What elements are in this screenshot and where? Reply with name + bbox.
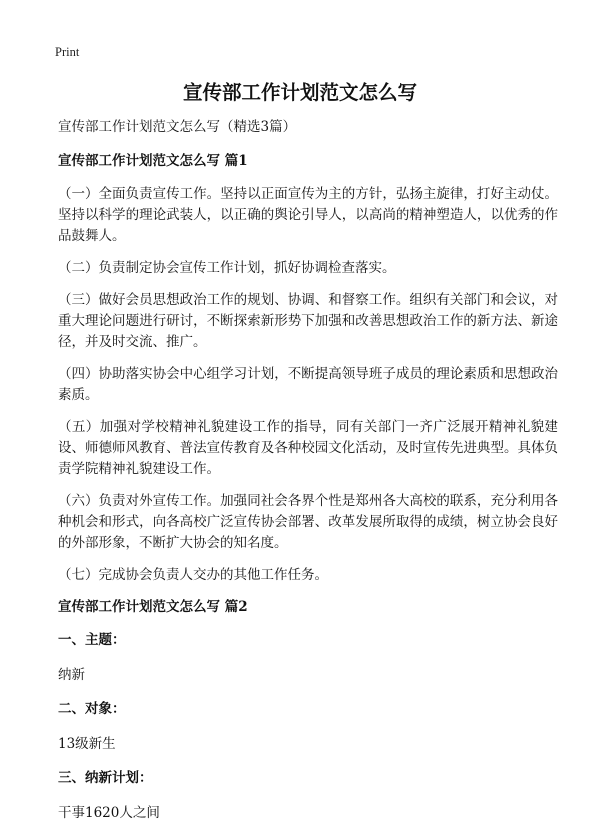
paragraph: （五）加强对学校精神礼貌建设工作的指导，同有关部门一齐广泛展开精神礼貌建设、师德师风教育、普法宣传教育及各种校园文化活动，及时宣传先进典型。具体负责学院精神礼貌建设工作。 (58, 419, 558, 477)
section-heading-2: 宣传部工作计划范文怎么写 篇2 (58, 599, 248, 615)
subheading-plan: 三、纳新计划： (58, 770, 153, 786)
paragraph: （二）负责制定协会宣传工作计划，抓好协调检查落实。 (58, 260, 396, 276)
theme-value: 纳新 (58, 667, 85, 683)
paragraph: （三）做好会员思想政治工作的规划、协调、和督察工作。组织有关部门和会议，对重大理论问题进行研讨，不断探索新形势下加强和改善思想政治工作的新方法、新途径，并及时交流、推广。 (58, 292, 558, 350)
print-label: Print (55, 45, 80, 59)
paragraph: （七）完成协会负责人交办的其他工作任务。 (58, 567, 328, 583)
paragraph: （四）协助落实协会中心组学习计划，不断提高领导班子成员的理论素质和思想政治素质。 (58, 366, 558, 403)
page-title: 宣传部工作计划范文怎么写 (182, 81, 417, 104)
subheading-theme: 一、主题： (58, 632, 126, 648)
plan-value: 干事1620人之间 (58, 805, 160, 821)
paragraph: （六）负责对外宣传工作。加强同社会各界个性是郑州各大高校的联系，充分利用各种机会和形式，向各高校广泛宣传协会部署、改革发展所取得的成绩，树立协会良好的外部形象，不断扩大协会的知名度。 (58, 493, 558, 551)
document-body (58, 117, 558, 837)
document-subtitle: 宣传部工作计划范文怎么写（精选3篇） (58, 119, 297, 135)
section-heading-1: 宣传部工作计划范文怎么写 篇1 (58, 153, 248, 169)
target-value: 13级新生 (58, 736, 116, 752)
paragraph: （一）全面负责宣传工作。坚持以正面宣传为主的方针，弘扬主旋律，打好主动仗。坚持以科学的理论武装人，以正确的舆论引导人，以高尚的精神塑造人，以优秀的作品鼓舞人。 (58, 186, 558, 244)
subheading-target: 二、对象： (58, 701, 126, 717)
